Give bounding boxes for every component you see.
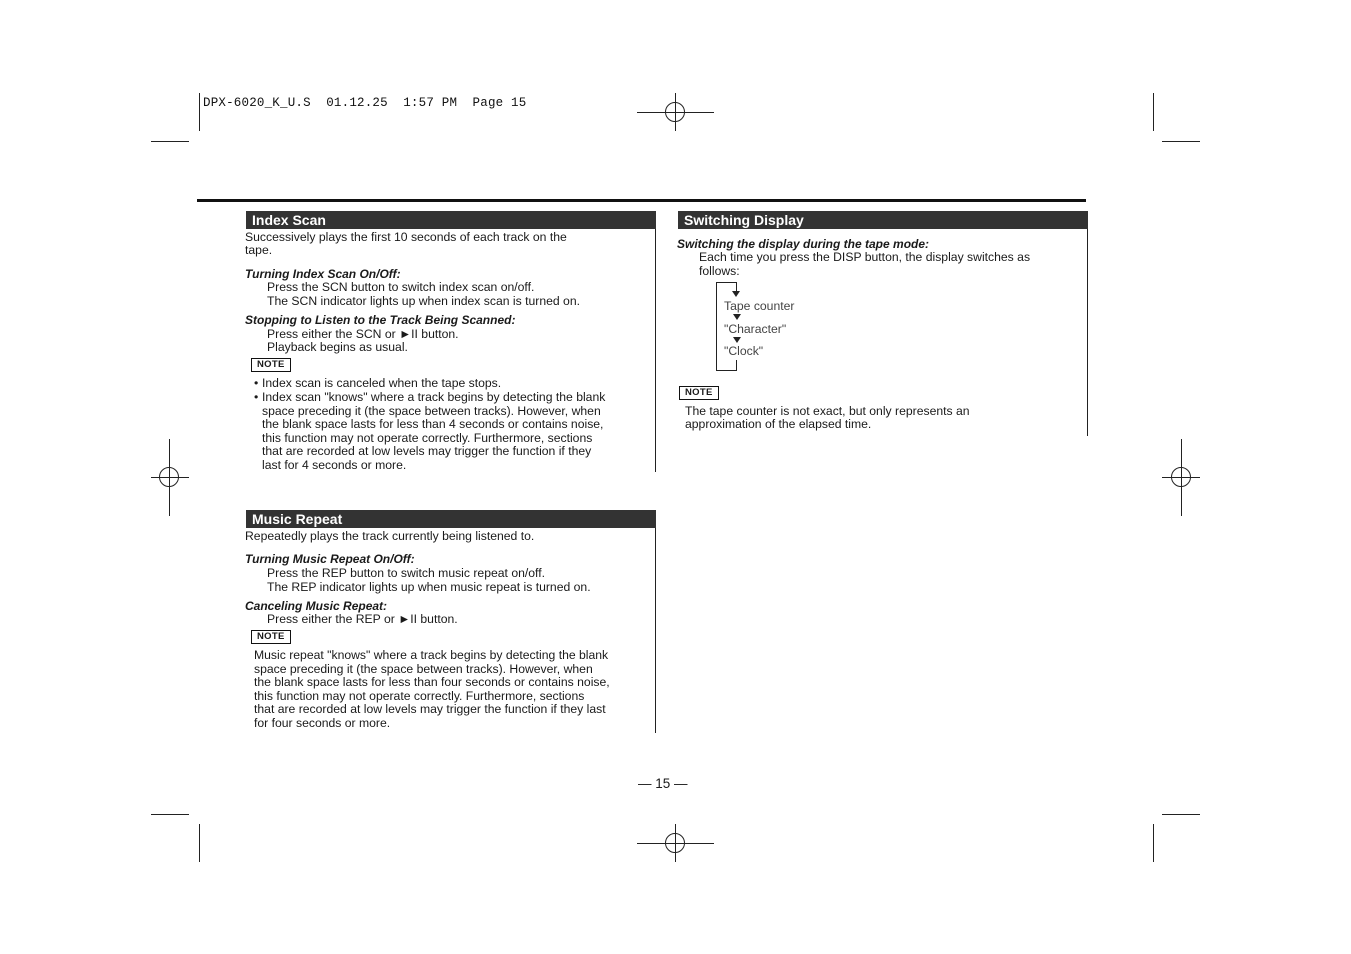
switching-display-column-rule [1087, 211, 1088, 436]
cycle-line-left [716, 282, 717, 371]
top-rule [197, 199, 1086, 202]
flow-item-clock: "Clock" [724, 344, 764, 358]
index-scan-heading: Index Scan [246, 211, 656, 229]
index-scan-sub1-line1: Press the SCN button to switch index scan on/off. [267, 280, 535, 294]
print-slug: DPX-6020_K_U.S 01.12.25 1:57 PM Page 15 [203, 96, 527, 110]
cycle-line-top [716, 282, 737, 283]
cycle-line-bottom [716, 370, 737, 371]
index-scan-intro-1: Successively plays the first 10 seconds of each track on the [245, 230, 567, 244]
music-repeat-sub2-line1: Press either the REP or ►II button. [267, 612, 458, 626]
arrow-down-icon [733, 337, 741, 343]
index-scan-column-rule [655, 211, 656, 472]
switching-display-heading: Switching Display [678, 211, 1088, 229]
music-repeat-sub1-line2: The REP indicator lights up when music repeat is turned on. [267, 580, 591, 594]
index-scan-intro-2: tape. [245, 243, 273, 257]
music-repeat-heading: Music Repeat [246, 510, 656, 528]
switching-display-sub1-line2: follows: [699, 264, 740, 278]
index-scan-sub1: Turning Index Scan On/Off: [245, 267, 401, 281]
index-scan-sub2-line1: Press either the SCN or ►II button. [267, 327, 459, 341]
music-repeat-sub1-line1: Press the REP button to switch music repeat on/off. [267, 566, 545, 580]
music-repeat-note-label: NOTE [251, 630, 291, 644]
music-repeat-intro: Repeatedly plays the track currently being listened to. [245, 529, 535, 543]
music-repeat-column-rule [655, 510, 656, 733]
switching-display-note-label: NOTE [679, 386, 719, 400]
music-repeat-sub2: Canceling Music Repeat: [245, 599, 388, 613]
music-repeat-note-text: Music repeat "knows" where a track begins by detecting the blank space preceding it (the space between tracks). However, when the blank space lasts for less than four seconds or contains noise, this function may not operate correctly. Furthermore, sections that are recorded at low levels may trigger the function if they last for four seconds or more. [254, 648, 610, 730]
flow-item-tape-counter: Tape counter [724, 299, 795, 313]
switching-display-note-line1: The tape counter is not exact, but only represents an [685, 404, 970, 418]
music-repeat-sub1: Turning Music Repeat On/Off: [245, 552, 415, 566]
switching-display-sub1: Switching the display during the tape mode: [677, 237, 930, 251]
arrow-down-icon [732, 291, 740, 297]
index-scan-sub1-line2: The SCN indicator lights up when index scan is turned on. [267, 294, 580, 308]
cycle-line-exit [736, 360, 737, 371]
index-scan-sub2: Stopping to Listen to the Track Being Scanned: [245, 313, 516, 327]
switching-display-note-line2: approximation of the elapsed time. [685, 417, 872, 431]
page-number: — 15 — [638, 776, 688, 791]
arrow-down-icon [733, 314, 741, 320]
index-scan-note-label: NOTE [251, 358, 291, 372]
switching-display-sub1-line1: Each time you press the DISP button, the display switches as [699, 250, 1031, 264]
index-scan-sub2-line2: Playback begins as usual. [267, 340, 408, 354]
flow-item-character: "Character" [724, 322, 787, 336]
